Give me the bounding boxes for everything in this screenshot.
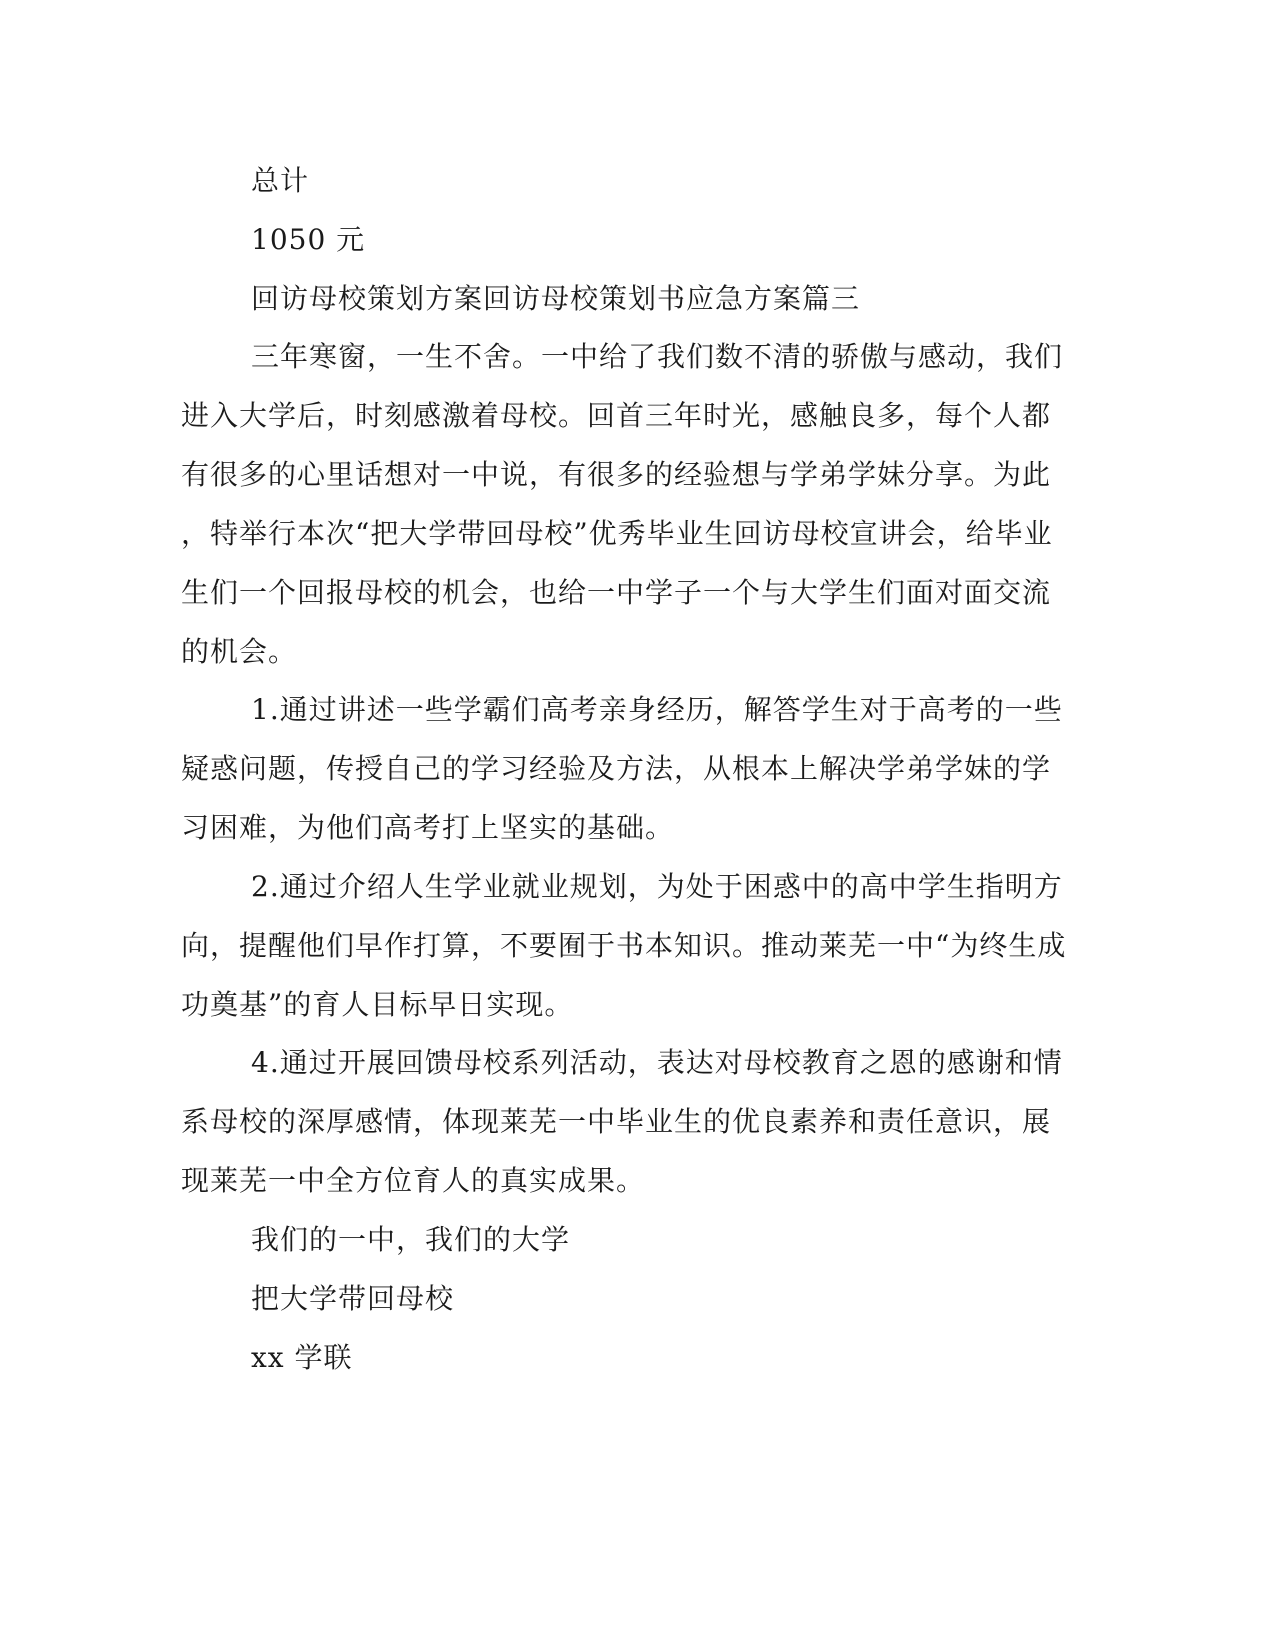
- paragraph-line: ，特举行本次“把大学带回母校”优秀毕业生回访母校宣讲会，给毕业: [181, 517, 1053, 550]
- goal-item-1-line: 1.通过讲述一些学霸们高考亲身经历，解答学生对于高考的一些: [251, 693, 1063, 726]
- goal-item-4-line: 现莱芜一中全方位育人的真实成果。: [181, 1164, 646, 1197]
- goal-item-4-line: 系母校的深厚感情，体现莱芜一中毕业生的优良素养和责任意识，展: [181, 1105, 1052, 1138]
- slogan-line: 我们的一中，我们的大学: [251, 1223, 571, 1256]
- section-title: 回访母校策划方案回访母校策划书应急方案篇三: [251, 282, 861, 315]
- paragraph-line: 进入大学后，时刻感激着母校。回首三年时光，感触良多，每个人都: [181, 399, 1052, 432]
- goal-item-1-line: 习困难，为他们高考打上坚实的基础。: [181, 811, 675, 844]
- goal-item-2-line: 功奠基”的育人目标早日实现。: [181, 988, 574, 1021]
- paragraph-line: 的机会。: [181, 635, 298, 668]
- goal-item-2-line: 向，提醒他们早作打算，不要囿于书本知识。推动莱芜一中“为终生成: [181, 929, 1067, 962]
- total-amount: 1050 元: [251, 223, 366, 256]
- paragraph-line: 有很多的心里话想对一中说，有很多的经验想与学弟学妹分享。为此: [181, 458, 1052, 491]
- theme-line: 把大学带回母校: [251, 1282, 455, 1315]
- paragraph-line: 生们一个回报母校的机会，也给一中学子一个与大学生们面对面交流: [181, 576, 1052, 609]
- paragraph-line: 三年寒窗，一生不舍。一中给了我们数不清的骄傲与感动，我们: [251, 340, 1064, 373]
- goal-item-4-line: 4.通过开展回馈母校系列活动，表达对母校教育之恩的感谢和情: [251, 1046, 1063, 1079]
- organizer-line: xx 学联: [251, 1341, 353, 1374]
- goal-item-2-line: 2.通过介绍人生学业就业规划，为处于困惑中的高中学生指明方: [251, 870, 1063, 903]
- total-label: 总计: [251, 164, 310, 197]
- goal-item-1-line: 疑惑问题，传授自己的学习经验及方法，从根本上解决学弟学妹的学: [181, 752, 1052, 785]
